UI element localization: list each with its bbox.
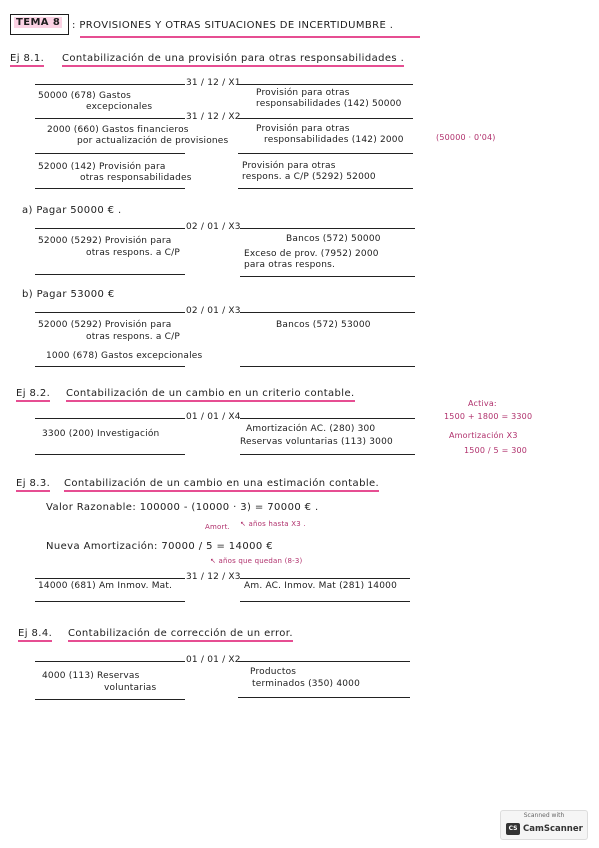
ex81-e3-credit-1: Provisión para otras [242, 161, 336, 171]
ex83-amort-note: Amort. [205, 523, 230, 531]
ex82-note-4: 1500 / 5 = 300 [464, 446, 528, 455]
ex81-e3-debit-1: 52000 (142) Provisión para [38, 162, 166, 172]
ex81-e2-note: (50000 · 0'04) [436, 133, 496, 142]
ex81-e3-credit-2: respons. a C/P (5292) 52000 [242, 172, 376, 182]
ex81-b-label: b) Pagar 53000 € [22, 289, 115, 300]
ex83-anos-note: ↖ años hasta X3 . [240, 520, 306, 528]
ex83-valor: Valor Razonable: 100000 - (10000 · 3) = 70000 € . [46, 502, 319, 513]
camscanner-brand: CamScanner [523, 824, 583, 834]
ex81-b-debit-1: 52000 (5292) Provisión para [38, 320, 172, 330]
page-title: : PROVISIONES Y OTRAS SITUACIONES DE INCERTIDUMBRE . [72, 20, 394, 31]
ex83-label: Ej 8.3. [16, 478, 50, 492]
ex81-title: Contabilización de una provisión para otras responsabilidades . [62, 53, 404, 67]
ex81-e3-debit-2: otras responsabilidades [80, 173, 192, 183]
ex84-debit-1: 4000 (113) Reservas [42, 671, 140, 681]
ex81-b-date: 02 / 01 / X3 [186, 306, 241, 316]
ex81-e2-debit-2: por actualización de provisiones [77, 136, 229, 146]
ex83-quedan-note: ↖ años que quedan (8-3) [210, 557, 303, 565]
ex84-date: 01 / 01 / X2 [186, 655, 241, 665]
ex81-a-debit-2: otras respons. a C/P [86, 248, 180, 258]
ex82-label: Ej 8.2. [16, 388, 50, 402]
ex81-a-credit-1: Bancos (572) 50000 [286, 234, 381, 244]
ex81-date2: 31 / 12 / X2 [186, 112, 241, 122]
ex84-credit-1: Productos [250, 667, 297, 677]
ex81-b-debit-2: otras respons. a C/P [86, 332, 180, 342]
ex83-date: 31 / 12 / X3 [186, 572, 241, 582]
ex81-e2-credit-1: Provisión para otras [256, 124, 350, 134]
ex84-credit-2: terminados (350) 4000 [252, 679, 361, 689]
ex82-credit-1: Amortización AC. (280) 300 [246, 424, 376, 434]
ex82-note-1: Activa: [468, 399, 497, 408]
ex82-debit: 3300 (200) Investigación [42, 429, 160, 439]
ex81-b-credit-1: Bancos (572) 53000 [276, 320, 371, 330]
ex81-a-credit-2: Exceso de prov. (7952) 2000 [244, 249, 379, 259]
ex81-a-label: a) Pagar 50000 € . [22, 205, 122, 216]
ex82-title: Contabilización de un cambio en un criterio contable. [66, 388, 355, 402]
ex81-b-debit-3: 1000 (678) Gastos excepcionales [46, 351, 203, 361]
scanned-with-text: Scanned with [523, 812, 565, 819]
ex81-e1-debit-2: excepcionales [86, 102, 153, 112]
ex81-e1-credit-1: Provisión para otras [256, 88, 350, 98]
ex83-title: Contabilización de un cambio en una estimación contable. [64, 478, 379, 492]
tema-label: TEMA 8 [16, 17, 61, 28]
ex82-credit-2: Reservas voluntarias (113) 3000 [240, 437, 393, 447]
ex82-date: 01 / 01 / X4 [186, 412, 241, 422]
ex81-a-date: 02 / 01 / X3 [186, 222, 241, 232]
ex83-credit: Am. AC. Inmov. Mat (281) 14000 [244, 581, 397, 591]
ex81-a-credit-3: para otras respons. [244, 260, 336, 270]
ex82-note-2: 1500 + 1800 = 3300 [444, 412, 533, 421]
camscanner-logo [500, 810, 588, 840]
ex81-a-debit-1: 52000 (5292) Provisión para [38, 236, 172, 246]
ex81-date1: 31 / 12 / X1 [186, 78, 241, 88]
camscanner-icon: CS [506, 823, 520, 835]
ex81-e1-debit-1: 50000 (678) Gastos [38, 91, 132, 101]
ex81-e1-credit-2: responsabilidades (142) 50000 [256, 99, 402, 109]
ex84-label: Ej 8.4. [18, 628, 52, 642]
ex81-label: Ej 8.1. [10, 53, 44, 67]
ex84-title: Contabilización de corrección de un error. [68, 628, 293, 642]
ex82-note-3: Amortización X3 [449, 431, 518, 440]
ex83-debit: 14000 (681) Am Inmov. Mat. [38, 581, 173, 591]
ex81-e2-credit-2: responsabilidades (142) 2000 [264, 135, 404, 145]
ex81-e2-debit-1: 2000 (660) Gastos financieros [47, 125, 189, 135]
ex83-nueva: Nueva Amortización: 70000 / 5 = 14000 € [46, 541, 273, 552]
ex84-debit-2: voluntarias [104, 683, 157, 693]
